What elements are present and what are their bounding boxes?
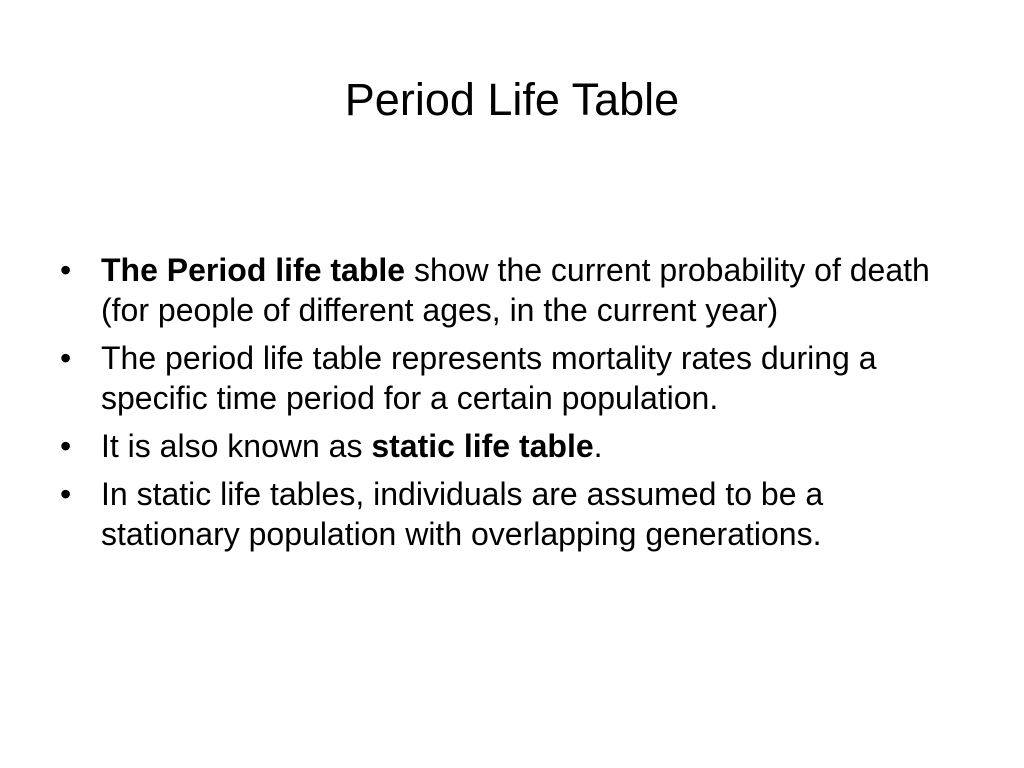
bullet-text: The period life table represents mortality rates during a specific time period for a certain population. (101, 340, 877, 416)
bullet-bold-term: static life table (371, 428, 594, 464)
bullet-item-mortality-rates (60, 338, 970, 418)
bullet-bold-lead: The Period life table (101, 252, 406, 288)
bullet-icon: • (60, 252, 72, 288)
bullet-icon: • (60, 476, 72, 512)
bullet-text-after: . (593, 428, 603, 464)
bullet-text: show the current probability of death (for people of different ages, in the current year) (101, 252, 930, 328)
bullet-icon: • (60, 428, 72, 464)
bullet-icon: • (60, 340, 72, 376)
bullet-text-before: It is also known as (101, 428, 372, 464)
bullet-item-stationary-population (60, 474, 970, 554)
slide-title: Period Life Table (344, 74, 680, 125)
bullet-item-period-life-table (60, 250, 970, 330)
bullet-text: In static life tables, individuals are assumed to be a stationary population with overlapping generations. (101, 476, 824, 552)
bullet-item-static-life-table (60, 426, 970, 466)
bullet-list (60, 250, 970, 562)
